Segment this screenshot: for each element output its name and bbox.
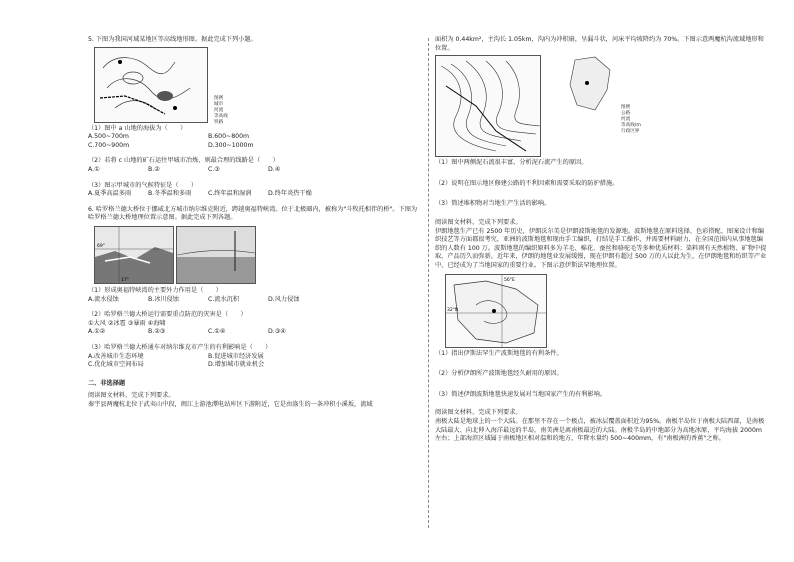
province-svg	[565, 55, 615, 115]
iran-map-svg	[446, 275, 546, 347]
option: C.700~900m	[88, 141, 130, 149]
section-2-heading: 二、非选择题	[88, 379, 126, 387]
lat-label: 32°N	[447, 307, 459, 313]
map1-legend	[214, 96, 228, 126]
option: B.②	[148, 165, 160, 173]
q5-1-options	[88, 133, 420, 150]
contour-map-figure	[94, 47, 208, 123]
bridge-figures	[94, 226, 420, 284]
q6-1-options	[88, 296, 420, 305]
q8-3: （3）简述伊朗波斯地毯快速发展对当地国家产生的有利影响。	[435, 390, 606, 398]
q5-1: （1）图中 a 山地的海拔为（ ）	[88, 124, 187, 132]
option: B.冰川侵蚀	[148, 295, 179, 303]
option: A.改善城市生态环境	[88, 352, 144, 360]
option: D.终年炎热干燥	[268, 190, 312, 198]
q7-text: 秦宇县两魔杭北位于武夷山中段，闽江上游池潭电站库区下游附近，它是由涤生的一条冲积小溪坂，流域	[88, 400, 373, 408]
option: C.优化城市空间布局	[88, 361, 144, 369]
iran-figure	[445, 274, 767, 348]
option: D.增加城市就业机会	[208, 361, 265, 369]
province-location-map	[565, 55, 615, 115]
option: A.流水侵蚀	[88, 295, 119, 303]
option: B.600~800m	[208, 133, 250, 141]
column-divider	[428, 38, 429, 528]
legend-road: 公路	[621, 111, 631, 117]
option: D.④	[268, 165, 281, 173]
q7-2: （2）说明在图示地区修建公路的不利因素和需要采取的防护措施。	[435, 179, 619, 187]
option: B.促进城市经济发展	[208, 352, 264, 360]
option: D.③④	[268, 328, 286, 336]
q7-cont: 面积为 0.44km²，主沟长 1.05km，沟内为冲积扇，呈漏斗状，河床平均坡降约为 70%。下图示意两魔杭沟流域地形和位置。	[435, 36, 764, 52]
q6-3-options	[88, 353, 420, 370]
q6-3: （3）哈罗格兰德大桥通车对纳尔维克市产生的有利影响是（ ）	[88, 343, 272, 351]
q6-2-items: ①大风 ②冰雹 ③暴雨 ④海啸	[88, 319, 166, 327]
q6-intro: 6. 哈罗格兰德大桥位于挪威北方城市纳尔维克附近，跨越奥福特峡湾。位于北极圈内，被称为"斗牧托相伴的桥"。下图为哈罗格兰德大桥地理位置示意图。据此完成下列各题。	[88, 205, 418, 222]
q7-1: （1）图中两侧泥石流很丰富，分析泥石流产生的原因。	[435, 159, 588, 167]
option: A.①	[88, 165, 100, 173]
option: A.夏季高温多雨	[88, 190, 132, 198]
q9-text: 南极大陆是地球上的一个大陆。在那里不存在一个极点，被冰层覆盖面积近为95%。南极半岛位于南极大陆西部，是南极大陆最大、向北伸入海洋最远的半岛，南美洲是离南极最近的大陆。南极半岛的中地部分为高地冰原，平均海拔 2000m 左右；上部海滨区域属于南极地区相对温和的地方，年降水量约 500~400mm，有"南极洲的香蕉"之称。	[435, 417, 765, 443]
option: C.流水沉积	[208, 295, 240, 303]
option: C.终年温和湿润	[208, 190, 252, 198]
right-column	[435, 36, 767, 444]
q5-intro: 5. 下图为我国河域某地区等高线地形图。据此完成下列小题。	[88, 36, 257, 43]
left-column	[88, 36, 420, 409]
q5-3-options	[88, 190, 420, 199]
q6-2: （2）哈罗格兰德大桥运行需要重点防范的灾害是（ ）	[88, 311, 247, 319]
option: D.300~1000m	[208, 141, 254, 149]
bridge-photo	[176, 226, 256, 284]
lon-label: 17°	[121, 277, 129, 283]
q5-3: （3）图示甲城市的气候特征是（ ）	[88, 181, 198, 189]
contour-map-svg	[95, 48, 207, 122]
q6-2-options	[88, 328, 420, 337]
q7-3: （3）简述堆积物对当地生产生活的影响。	[435, 200, 551, 208]
q7-intro: 阅读图文材料，完成下列要求。	[88, 392, 175, 400]
legend-contour: 等高线	[214, 114, 228, 119]
debris-flow-figure	[435, 55, 767, 157]
bridge-photo-svg	[177, 227, 255, 283]
legend-city: 城市	[214, 102, 224, 107]
debris-map-svg	[436, 56, 540, 156]
legend-title: 图例	[214, 96, 224, 101]
legend-railway: 铁路	[214, 120, 224, 125]
legend-title: 图例	[621, 105, 631, 111]
q5-2-options	[88, 166, 420, 175]
q6-1: （1）形成奥福特峡湾的主要外力作用是（ ）	[88, 286, 222, 294]
isfahan-location-map	[445, 274, 547, 348]
option: C.③	[208, 165, 220, 173]
lon-label: 56°E	[504, 277, 515, 283]
option: A.①②	[88, 328, 106, 336]
map3-legend	[621, 105, 641, 157]
option: B.冬季温和多雨	[148, 190, 192, 198]
q9-intro: 阅读图文材料，完成下列要求。	[435, 409, 522, 417]
q8-1: （1）指出伊斯法罕生产波斯地毯的有利条件。	[435, 349, 563, 357]
fjord-map-svg	[95, 227, 173, 283]
q8-2: （2）分析伊朗所产波斯地毯经久耐用的原因。	[435, 370, 563, 378]
legend-river: 河流	[214, 108, 224, 113]
lat-label: 69°	[97, 243, 105, 249]
option: B.②③	[148, 328, 166, 336]
q8-intro: 阅读图文材料，完成下列要求。	[435, 218, 522, 226]
q5-2: （2）若将 c 山地的矿石运往甲城市冶炼，则最合理的线路是（ ）	[88, 157, 279, 165]
legend-contour: 等高线/m	[621, 123, 641, 129]
legend-boundary: 行政区界	[621, 129, 640, 135]
option: A.500~700m	[88, 133, 129, 141]
option: D.风力侵蚀	[268, 295, 300, 303]
debris-contour-map	[435, 55, 541, 157]
option: C.①④	[208, 328, 226, 336]
bridge-location-map	[94, 226, 174, 284]
q8-text: 伊朗地毯生产已有 2500 年历史，伊朗沃尔美是伊朗波斯地毯的发源地。波斯地毯在原料选择、色彩搭配、图案设计和编织技艺等方面都很考究，亚洲的波斯地毯和现由手工编织，打结是手工操作，并需要材料耐力，在全国范围内从事地毯编织的人数有 100 万。波斯地毯的编织原料多为羊毛、棉花、蚕丝和骆驼毛等多种优质材料；染料则有天然植物、矿物中提取，产品历久而弥新。近年来，伊朗的地毯业发展缓慢，现在伊朗有超过 500 万的人以此为生，在伊朗地毯和纺织等产业中，已经成为了当地国家的重要行业。下图示意伊斯法罕地理位置。	[435, 227, 767, 269]
legend-river: 河流	[621, 117, 631, 123]
